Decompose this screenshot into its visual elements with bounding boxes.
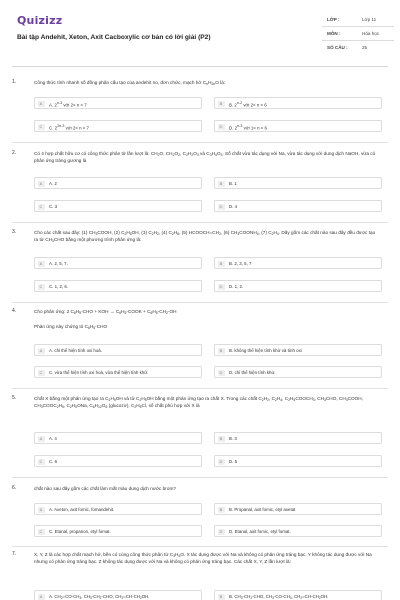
- option-1-a[interactable]: [34, 97, 202, 109]
- option-2-c[interactable]: [34, 200, 202, 212]
- question-text: chất nào sau đây gồm các chất làm mất màu dung dịch nước brom?: [34, 486, 176, 491]
- meta-divider: [322, 26, 394, 27]
- option-text: C. 3: [49, 204, 58, 209]
- question-divider: [12, 546, 388, 547]
- header-divider: [12, 66, 388, 67]
- option-text: C. Etanal, propanon, etyl fomat.: [49, 529, 111, 534]
- option-2-a[interactable]: [34, 177, 202, 189]
- option-6-a[interactable]: [34, 503, 202, 515]
- option-letter: D: [218, 370, 225, 376]
- option-text: B. $CH_3-CH_2$-CHO, $CH_3-CO-CH_3$, $CH_2=CH-CH_2OH$.: [229, 594, 329, 600]
- option-5-a[interactable]: [34, 432, 202, 444]
- option-text: D. chỉ thể hiện tính khử.: [229, 370, 276, 375]
- meta-divider: [322, 40, 394, 41]
- question-divider: [12, 477, 388, 478]
- option-letter: D: [218, 284, 225, 290]
- question-number: 7.: [12, 551, 17, 557]
- option-2-d[interactable]: [214, 200, 382, 212]
- option-text: C. 1, 2, 6.: [49, 284, 69, 289]
- question-text: Cho các chất sau đây: (1) $CH_3COOH$, (2) $C_2H_5OH$, (3) $C_2H_2$, (4) $C_2H_6$, (5) $HCOOCH=CH_2$, (6) $CH_3COONH_4$, (7) $C_2H_4$. Dãy gồm các chất nào sau đây đều được tạo ra từ $CH_3CHO$ bằng một phương trình phản ứng là:: [34, 230, 376, 244]
- option-letter: A: [38, 348, 45, 354]
- option-text: A. Axeton, axit fomic, fomandehit.: [49, 507, 115, 512]
- option-letter: B: [218, 181, 225, 187]
- option-5-c[interactable]: [34, 455, 202, 467]
- option-text: B. 1: [229, 181, 237, 186]
- option-text: C. vừa thể hiện tính oxi hoá, vừa thể hiện tính khử.: [49, 370, 149, 375]
- meta-count-key: SỐ CÂU :: [327, 45, 348, 50]
- question-text: Công thức tính nhanh số đồng phân cấu tạo của andehit no, đơn chức, mạch hở $C_nH_{2n}O$ là:: [34, 80, 226, 86]
- question-number: 5.: [12, 395, 17, 401]
- option-4-c[interactable]: [34, 366, 202, 378]
- meta-grade-value: Lớp 11: [362, 17, 377, 22]
- option-3-a[interactable]: [34, 257, 202, 269]
- option-letter: B: [218, 101, 225, 107]
- meta-subject-key: MÔN :: [327, 31, 341, 36]
- option-letter: D: [218, 124, 225, 130]
- option-letter: B: [218, 594, 225, 600]
- option-1-d[interactable]: [214, 120, 382, 132]
- option-letter: C: [38, 529, 45, 535]
- option-text: D. 1, 2.: [229, 284, 244, 289]
- option-text: B. 3: [229, 436, 237, 441]
- option-letter: C: [38, 370, 45, 376]
- option-1-c[interactable]: [34, 120, 202, 132]
- option-2-b[interactable]: [214, 177, 382, 189]
- option-text: A. 2, 5, 7.: [49, 261, 68, 266]
- option-letter: D: [218, 204, 225, 210]
- option-text: B. 2, 3, 5, 7: [229, 261, 252, 266]
- option-5-d[interactable]: [214, 455, 382, 467]
- option-1-b[interactable]: [214, 97, 382, 109]
- option-letter: B: [218, 436, 225, 442]
- option-6-c[interactable]: [34, 525, 202, 537]
- option-text: D. 2$^{n-3}$ với 1< n < 6: [229, 124, 267, 131]
- question-divider: [12, 388, 388, 389]
- option-text: A. 2$^{n-3}$ với 2< n < 7: [49, 101, 87, 108]
- option-letter: C: [38, 124, 45, 130]
- option-3-d[interactable]: [214, 280, 382, 292]
- option-letter: A: [38, 101, 45, 107]
- option-text: B. 2$^{n-2}$ với 2< n < 6: [229, 101, 267, 108]
- option-letter: B: [218, 348, 225, 354]
- option-3-c[interactable]: [34, 280, 202, 292]
- option-letter: D: [218, 459, 225, 465]
- page-header: [0, 0, 400, 64]
- option-text: D. 4: [229, 204, 238, 209]
- question-number: 6.: [12, 485, 17, 491]
- option-letter: D: [218, 529, 225, 535]
- quizizz-logo: Quizizz: [17, 14, 63, 27]
- option-7-a[interactable]: [34, 590, 202, 600]
- option-letter: A: [38, 181, 45, 187]
- option-text: C. $2^{2n-3}$ với 2< n < 7: [49, 124, 89, 131]
- option-text: B. không thể hiện tính khử và tính oxi: [229, 348, 302, 353]
- meta-count-value: 25: [362, 45, 368, 50]
- option-5-b[interactable]: [214, 432, 382, 444]
- option-letter: C: [38, 284, 45, 290]
- option-text: A. 2: [49, 181, 57, 186]
- option-letter: B: [218, 507, 225, 513]
- meta-grade-key: LỚP :: [327, 17, 340, 22]
- option-4-d[interactable]: [214, 366, 382, 378]
- option-letter: C: [38, 204, 45, 210]
- question-text: Cho phản ứng: 2 $C_6H_5$-CHO + KOH → $C_6H_5$-COOK + $C_6H_5-CH_2-OH$ Phản ứng này chứng tỏ $C_6H_5$-CHO: [34, 309, 177, 330]
- option-text: B. Propanal, axit fomic, etyl axetat: [229, 507, 296, 512]
- option-text: C. 6: [49, 459, 58, 464]
- option-6-b[interactable]: [214, 503, 382, 515]
- option-3-b[interactable]: [214, 257, 382, 269]
- option-text: A. 4: [49, 436, 57, 441]
- question-number: 3.: [12, 229, 17, 235]
- option-4-b[interactable]: [214, 344, 382, 356]
- option-letter: A: [38, 261, 45, 267]
- question-text: X, Y, Z là các hợp chất mạch hở, bền có cùng công thức phân tử $C_3H_6O$. X tác dụng được với Na và không có phản ứng tráng bạc. Y không tác dụng được với Na nhưng có phản ứng tráng bạc. Z không tác dụng được với Na và không có phản ứng tráng bạc. Các chất X, Y, Z lần lượt là:: [34, 552, 372, 565]
- option-text: D. Etanal, axit fomic, etyl fomat.: [229, 529, 291, 534]
- option-text: A. chỉ thể hiện tính oxi hoá.: [49, 348, 102, 353]
- option-text: A. $CH_2=CO-CH_3$, $CH_3-CH_2$-CHO, $CH_2=CH-CH_2OH$.: [49, 594, 150, 600]
- question-text: Có 4 hợp chất hữu cơ có công thức phân tử lần lượt là: $CH_2O$, $CH_2O_2$, $C_2H_2O_3$ và $C_3H_4O_3$. Số chất vừa tác dụng với Na, vừa tác dụng với dung dịch NaOH, vừa có phản ứng tráng gương là: [34, 151, 376, 164]
- question-number: 4.: [12, 308, 17, 314]
- option-letter: A: [38, 507, 45, 513]
- option-6-d[interactable]: [214, 525, 382, 537]
- option-7-b[interactable]: [214, 590, 382, 600]
- option-letter: C: [38, 459, 45, 465]
- question-divider: [12, 302, 388, 303]
- option-letter: A: [38, 594, 45, 600]
- option-4-a[interactable]: [34, 344, 202, 356]
- question-divider: [12, 142, 388, 143]
- question-divider: [12, 222, 388, 223]
- question-number: 1.: [12, 79, 17, 85]
- option-letter: B: [218, 261, 225, 267]
- option-letter: A: [38, 436, 45, 442]
- question-text: Chất X bằng một phản ứng tạo ra $C_2H_5OH$ và từ $C_2H_5OH$ bằng một phản ứng tạo ra chất X. Trong các chất $C_2H_2$, $C_2H_4$, $C_2H_5COOCH_3$, $CH_3CHO$, $CH_3COOH$, $CH_3COOC_2H_5$, $C_2H_5ONa$, $C_6H_{12}O_6$ (glucozơ), $C_2H_5Cl$, số chất phù hợp với X là: [34, 396, 363, 410]
- document-title: Bài tập Andehit, Xeton, Axit Cacboxylic cơ bản có lời giải (P2): [17, 34, 211, 41]
- option-text: D. 5: [229, 459, 238, 464]
- question-number: 2.: [12, 150, 17, 156]
- meta-subject-value: Hóa học: [362, 31, 380, 36]
